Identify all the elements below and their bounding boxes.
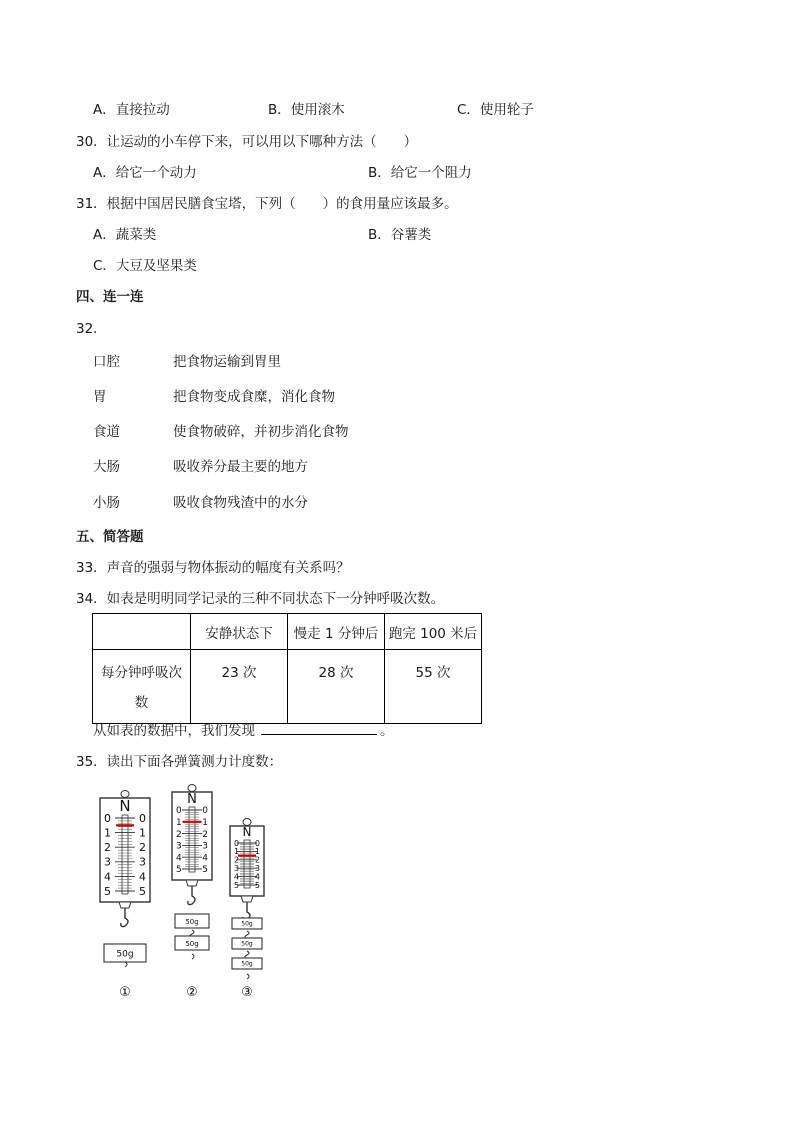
q32-left-item[interactable]: 口腔 [93,354,120,370]
scale-top-ring [188,785,196,792]
spring-scale [230,819,264,1001]
scale-tick-label-left: 5 [176,865,182,876]
table-cell: 55 次 [385,650,482,724]
scale-tick-label-right: 0 [254,838,260,848]
q32-right-item[interactable]: 使食物破碎，并初步消化食物 [173,424,349,440]
scale-number-label: ② [186,985,198,1000]
scale-tick-label-right: 0 [139,811,146,825]
section-4-heading: 四、连一连 [76,289,144,305]
table-row-label [93,650,191,724]
section-5-heading: 五、简答题 [76,529,144,545]
q30-option-b: B．给它一个阻力 [368,165,472,181]
q29-option-a: A．直接拉动 [93,102,170,118]
scale-tick-label-right: 0 [202,806,208,817]
scale-tick-label-right: 3 [139,855,146,869]
scale-tick-label-left: 2 [176,829,182,840]
scale-tick-label-right: 4 [254,872,260,882]
q32-right-item[interactable]: 把食物变成食糜，消化食物 [173,389,335,405]
scale-bottom-tab [241,896,253,902]
q32-left-item[interactable]: 小肠 [93,495,120,511]
scale-tick-label-left: 3 [234,864,240,873]
q33-stem: 33．声音的强弱与物体振动的幅度有关系吗？ [76,560,350,576]
scale-bottom-tab [119,902,131,908]
scale-tube [189,807,195,872]
scale-tick-label-left: 1 [234,847,240,857]
q31-option-a: A．蔬菜类 [93,227,157,243]
scale-tick-label-left: 0 [104,811,111,825]
table-cell: 28 次 [288,650,385,724]
table-header-empty [93,614,191,650]
weight-label: 50g [185,939,199,948]
scale-tick-label-left: 4 [104,870,111,884]
scale-tick-label-right: 5 [202,865,208,876]
scale-number-label: ① [119,985,131,1000]
scale-unit-label: N [242,825,252,839]
row-label-line-2: 数 [134,695,149,711]
scale-hook [188,886,195,905]
spring-scales-figure [90,784,300,1004]
breathing-table [92,613,482,724]
q32-left-item[interactable]: 大肠 [93,459,120,475]
scale-unit-label: N [119,797,131,815]
scale-tick-label-right: 3 [254,864,260,873]
scale-hook [121,908,128,927]
table-header: 安静状态下 [191,614,288,650]
scale-tick-label-left: 1 [104,826,111,840]
q32-number: 32． [76,321,107,337]
table-header: 跑完 100 米后 [385,614,482,650]
scale-tick-label-right: 1 [202,817,208,828]
scale-tick-label-left: 3 [176,841,182,852]
scale-tick-label-right: 2 [202,829,208,840]
scale-tick-label-left: 2 [234,855,240,865]
scale-tube [244,840,250,888]
answer-blank[interactable] [261,722,377,735]
q31-option-c: C．大豆及坚果类 [93,258,197,274]
scale-tick-label-right: 3 [202,841,208,852]
weight-bottom-hook [125,962,127,967]
q34-stem: 34．如表是明明同学记录的三种不同状态下一分钟呼吸次数。 [76,591,445,607]
scale-tick-label-left: 0 [176,806,182,817]
scale-tick-label-right: 4 [202,853,208,864]
conclusion-prefix: 从如表的数据中，我们发现 [93,723,255,739]
scale-tick-label-right: 4 [139,870,146,884]
spring-scale [100,791,150,1001]
scale-tick-label-left: 4 [234,872,240,882]
weight-bottom-hook [247,974,249,979]
scale-tick-label-right: 5 [139,884,146,898]
table-cell: 23 次 [191,650,288,724]
scale-bottom-tab [186,880,198,886]
q32-left-item[interactable]: 胃 [93,389,107,405]
weight-label: 50g [116,949,134,960]
q31-stem: 31．根据中国居民膳食宝塔，下列（ ）的食用量应该最多。 [76,196,458,212]
spring-scale [172,785,212,1001]
weight-label: 50g [241,920,253,928]
weight-label: 50g [241,960,253,968]
q29-option-b: B．使用滚木 [268,102,345,118]
table-header: 慢走 1 分钟后 [288,614,385,650]
row-label-line-1: 每分钟呼吸次 [101,665,182,681]
q32-right-item[interactable]: 把食物运输到胃里 [173,354,281,370]
q30-option-a: A．给它一个动力 [93,165,197,181]
q32-left-item[interactable]: 食道 [93,424,120,440]
scale-tick-label-left: 0 [234,838,240,848]
weight-bottom-hook [192,954,194,959]
scale-tick-label-left: 5 [234,880,240,890]
scale-tick-label-right: 1 [254,847,260,857]
scale-tick-label-left: 2 [104,841,111,855]
weight-label: 50g [185,917,199,926]
scale-tick-label-left: 3 [104,855,111,869]
q31-option-b: B．谷薯类 [368,227,432,243]
scale-tick-label-right: 2 [139,841,146,855]
q34-conclusion [93,722,394,740]
scale-tick-label-right: 5 [254,880,260,890]
scale-tick-label-right: 1 [139,826,146,840]
q32-right-item[interactable]: 吸收食物残渣中的水分 [173,495,308,511]
q35-stem: 35．读出下面各弹簧测力计度数： [76,754,283,770]
scale-tick-label-left: 1 [176,817,182,828]
q29-option-c: C．使用轮子 [457,102,534,118]
scale-tick-label-left: 4 [176,853,182,864]
weight-label: 50g [241,940,253,948]
scale-number-label: ③ [241,985,253,1000]
scale-unit-label: N [187,792,197,807]
scale-tick-label-right: 2 [254,855,260,865]
q32-right-item[interactable]: 吸收养分最主要的地方 [173,459,308,475]
q30-stem: 30．让运动的小车停下来，可以用以下哪种方法（ ） [76,134,418,150]
conclusion-suffix: 。 [380,723,394,739]
scale-tick-label-left: 5 [104,884,111,898]
